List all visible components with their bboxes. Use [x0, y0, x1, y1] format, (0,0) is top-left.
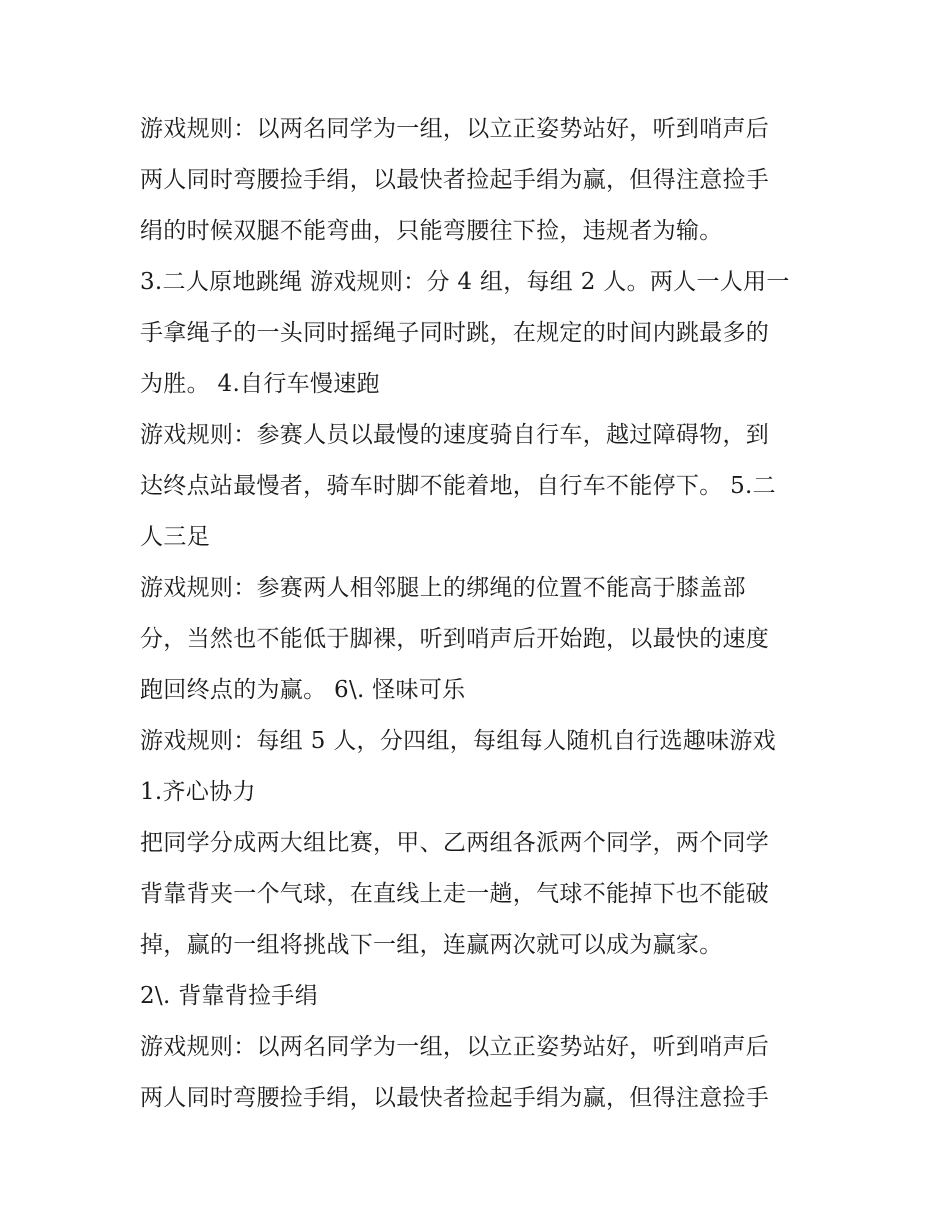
- text-line: 游戏规则：以两名同学为一组，以立正姿势站好，听到哨声后: [140, 1034, 770, 1060]
- text-line: 掉，赢的一组将挑战下一组，连赢两次就可以成为赢家。: [140, 932, 723, 958]
- text-line: 两人同时弯腰捡手绢，以最快者捡起手绢为赢，但得注意捡手: [140, 1085, 770, 1111]
- text-line: 游戏规则：参赛人员以最慢的速度骑自行车，越过障碍物，到: [140, 422, 770, 448]
- text-line: 两人同时弯腰捡手绢，以最快者捡起手绢为赢，但得注意捡手: [140, 167, 770, 193]
- text-line: 为胜。 4.自行车慢速跑: [140, 371, 380, 397]
- text-line: 跑回终点的为赢。 6\. 怪味可乐: [140, 677, 466, 703]
- text-line: 达终点站最慢者，骑车时脚不能着地，自行车不能停下。 5.二: [140, 473, 776, 499]
- text-line: 手拿绳子的一头同时摇绳子同时跳，在规定的时间内跳最多的: [140, 320, 770, 346]
- text-line: 2\. 背靠背捡手绢: [140, 983, 319, 1009]
- text-line: 绢的时候双腿不能弯曲，只能弯腰往下捡，违规者为输。: [140, 218, 723, 244]
- text-line: 游戏规则：每组 5 人，分四组，每组每人随机自行选趣味游戏: [140, 728, 776, 754]
- text-line: 3.二人原地跳绳 游戏规则：分 4 组，每组 2 人。两人一人用一: [140, 269, 790, 295]
- text-line: 1.齐心协力: [140, 779, 256, 805]
- text-line: 人三足: [140, 524, 210, 550]
- text-line: 把同学分成两大组比赛，甲、乙两组各派两个同学，两个同学: [140, 830, 770, 856]
- text-line: 背靠背夹一个气球，在直线上走一趟，气球不能掉下也不能破: [140, 881, 770, 907]
- document-body: [140, 104, 820, 1124]
- text-line: 游戏规则：以两名同学为一组，以立正姿势站好，听到哨声后: [140, 116, 770, 142]
- text-line: 分，当然也不能低于脚裸，听到哨声后开始跑，以最快的速度: [140, 626, 770, 652]
- text-line: 游戏规则：参赛两人相邻腿上的绑绳的位置不能高于膝盖部: [140, 575, 746, 601]
